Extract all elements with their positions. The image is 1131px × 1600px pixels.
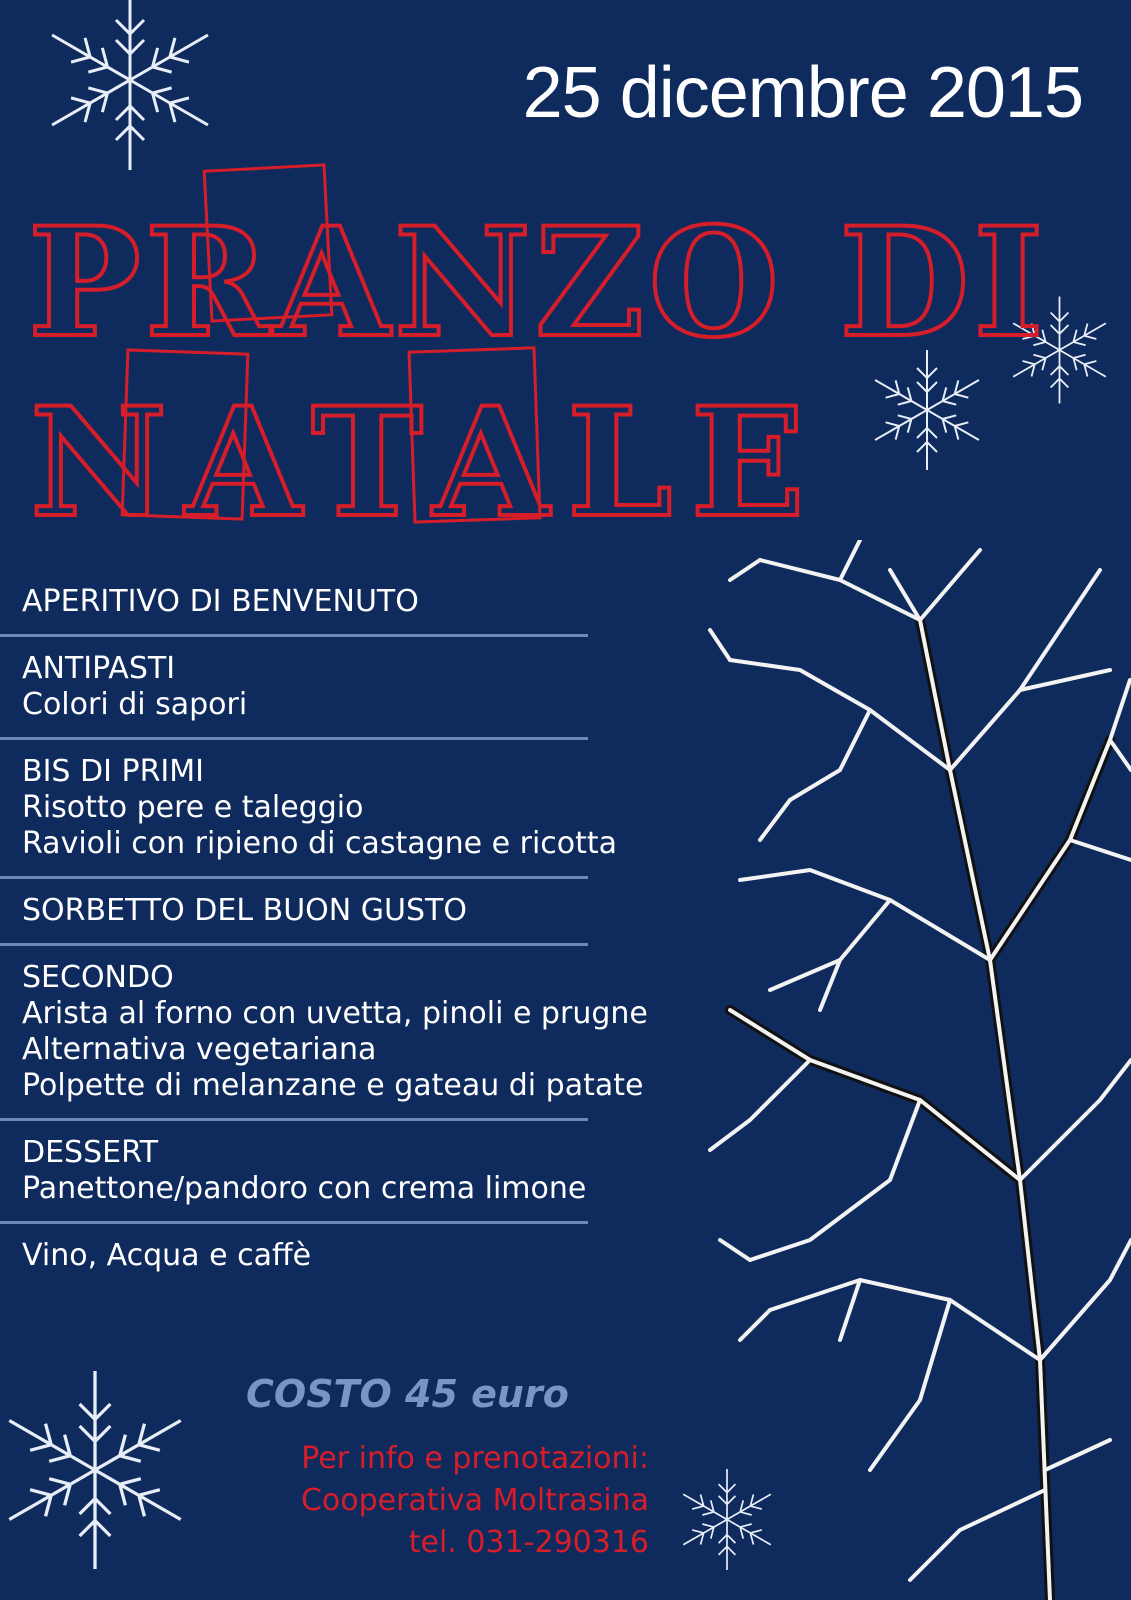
course-dish: Alternativa vegetariana — [22, 1032, 377, 1067]
course-heading: APERITIVO DI BENVENUTO — [22, 584, 419, 619]
menu-course — [0, 879, 590, 943]
snowflake-icon — [0, 1350, 210, 1590]
course-dish: Risotto pere e taleggio — [22, 790, 364, 825]
course-dish: Arista al forno con uvetta, pinoli e prugne — [22, 996, 648, 1031]
contact-organization: Cooperativa Moltrasina — [300, 1483, 649, 1518]
menu-course — [0, 740, 618, 876]
course-dish: Ravioli con ripieno di castagne e ricotta — [22, 826, 618, 861]
menu-list — [0, 580, 648, 1274]
course-heading: SORBETTO DEL BUON GUSTO — [22, 893, 467, 928]
title-line-1: PRANZO DI — [28, 195, 1048, 371]
menu-course — [0, 580, 590, 634]
menu-course — [0, 637, 590, 737]
course-dish: Colori di sapori — [22, 687, 248, 722]
menu-course — [0, 1224, 590, 1274]
course-dish: Polpette di melanzane e gateau di patate — [22, 1068, 644, 1103]
event-date: 25 dicembre 2015 — [522, 53, 1083, 133]
contact-heading: Per info e prenotazioni: — [301, 1441, 649, 1476]
contact-phone[interactable]: tel. 031-290316 — [408, 1525, 649, 1560]
menu-course — [0, 946, 648, 1118]
menu-course — [0, 1121, 590, 1221]
course-heading: DESSERT — [22, 1135, 159, 1170]
course-heading: ANTIPASTI — [22, 651, 176, 686]
course-heading: Vino, Acqua e caffè — [22, 1238, 312, 1273]
title-line-2: NATALE — [30, 375, 823, 540]
course-dish: Panettone/pandoro con crema limone — [22, 1171, 587, 1206]
winter-tree-illustration — [690, 540, 1131, 1600]
contact-info — [301, 1438, 649, 1564]
course-heading: SECONDO — [22, 960, 174, 995]
course-heading: BIS DI PRIMI — [22, 754, 205, 789]
price-label: COSTO 45 euro — [246, 1372, 569, 1416]
